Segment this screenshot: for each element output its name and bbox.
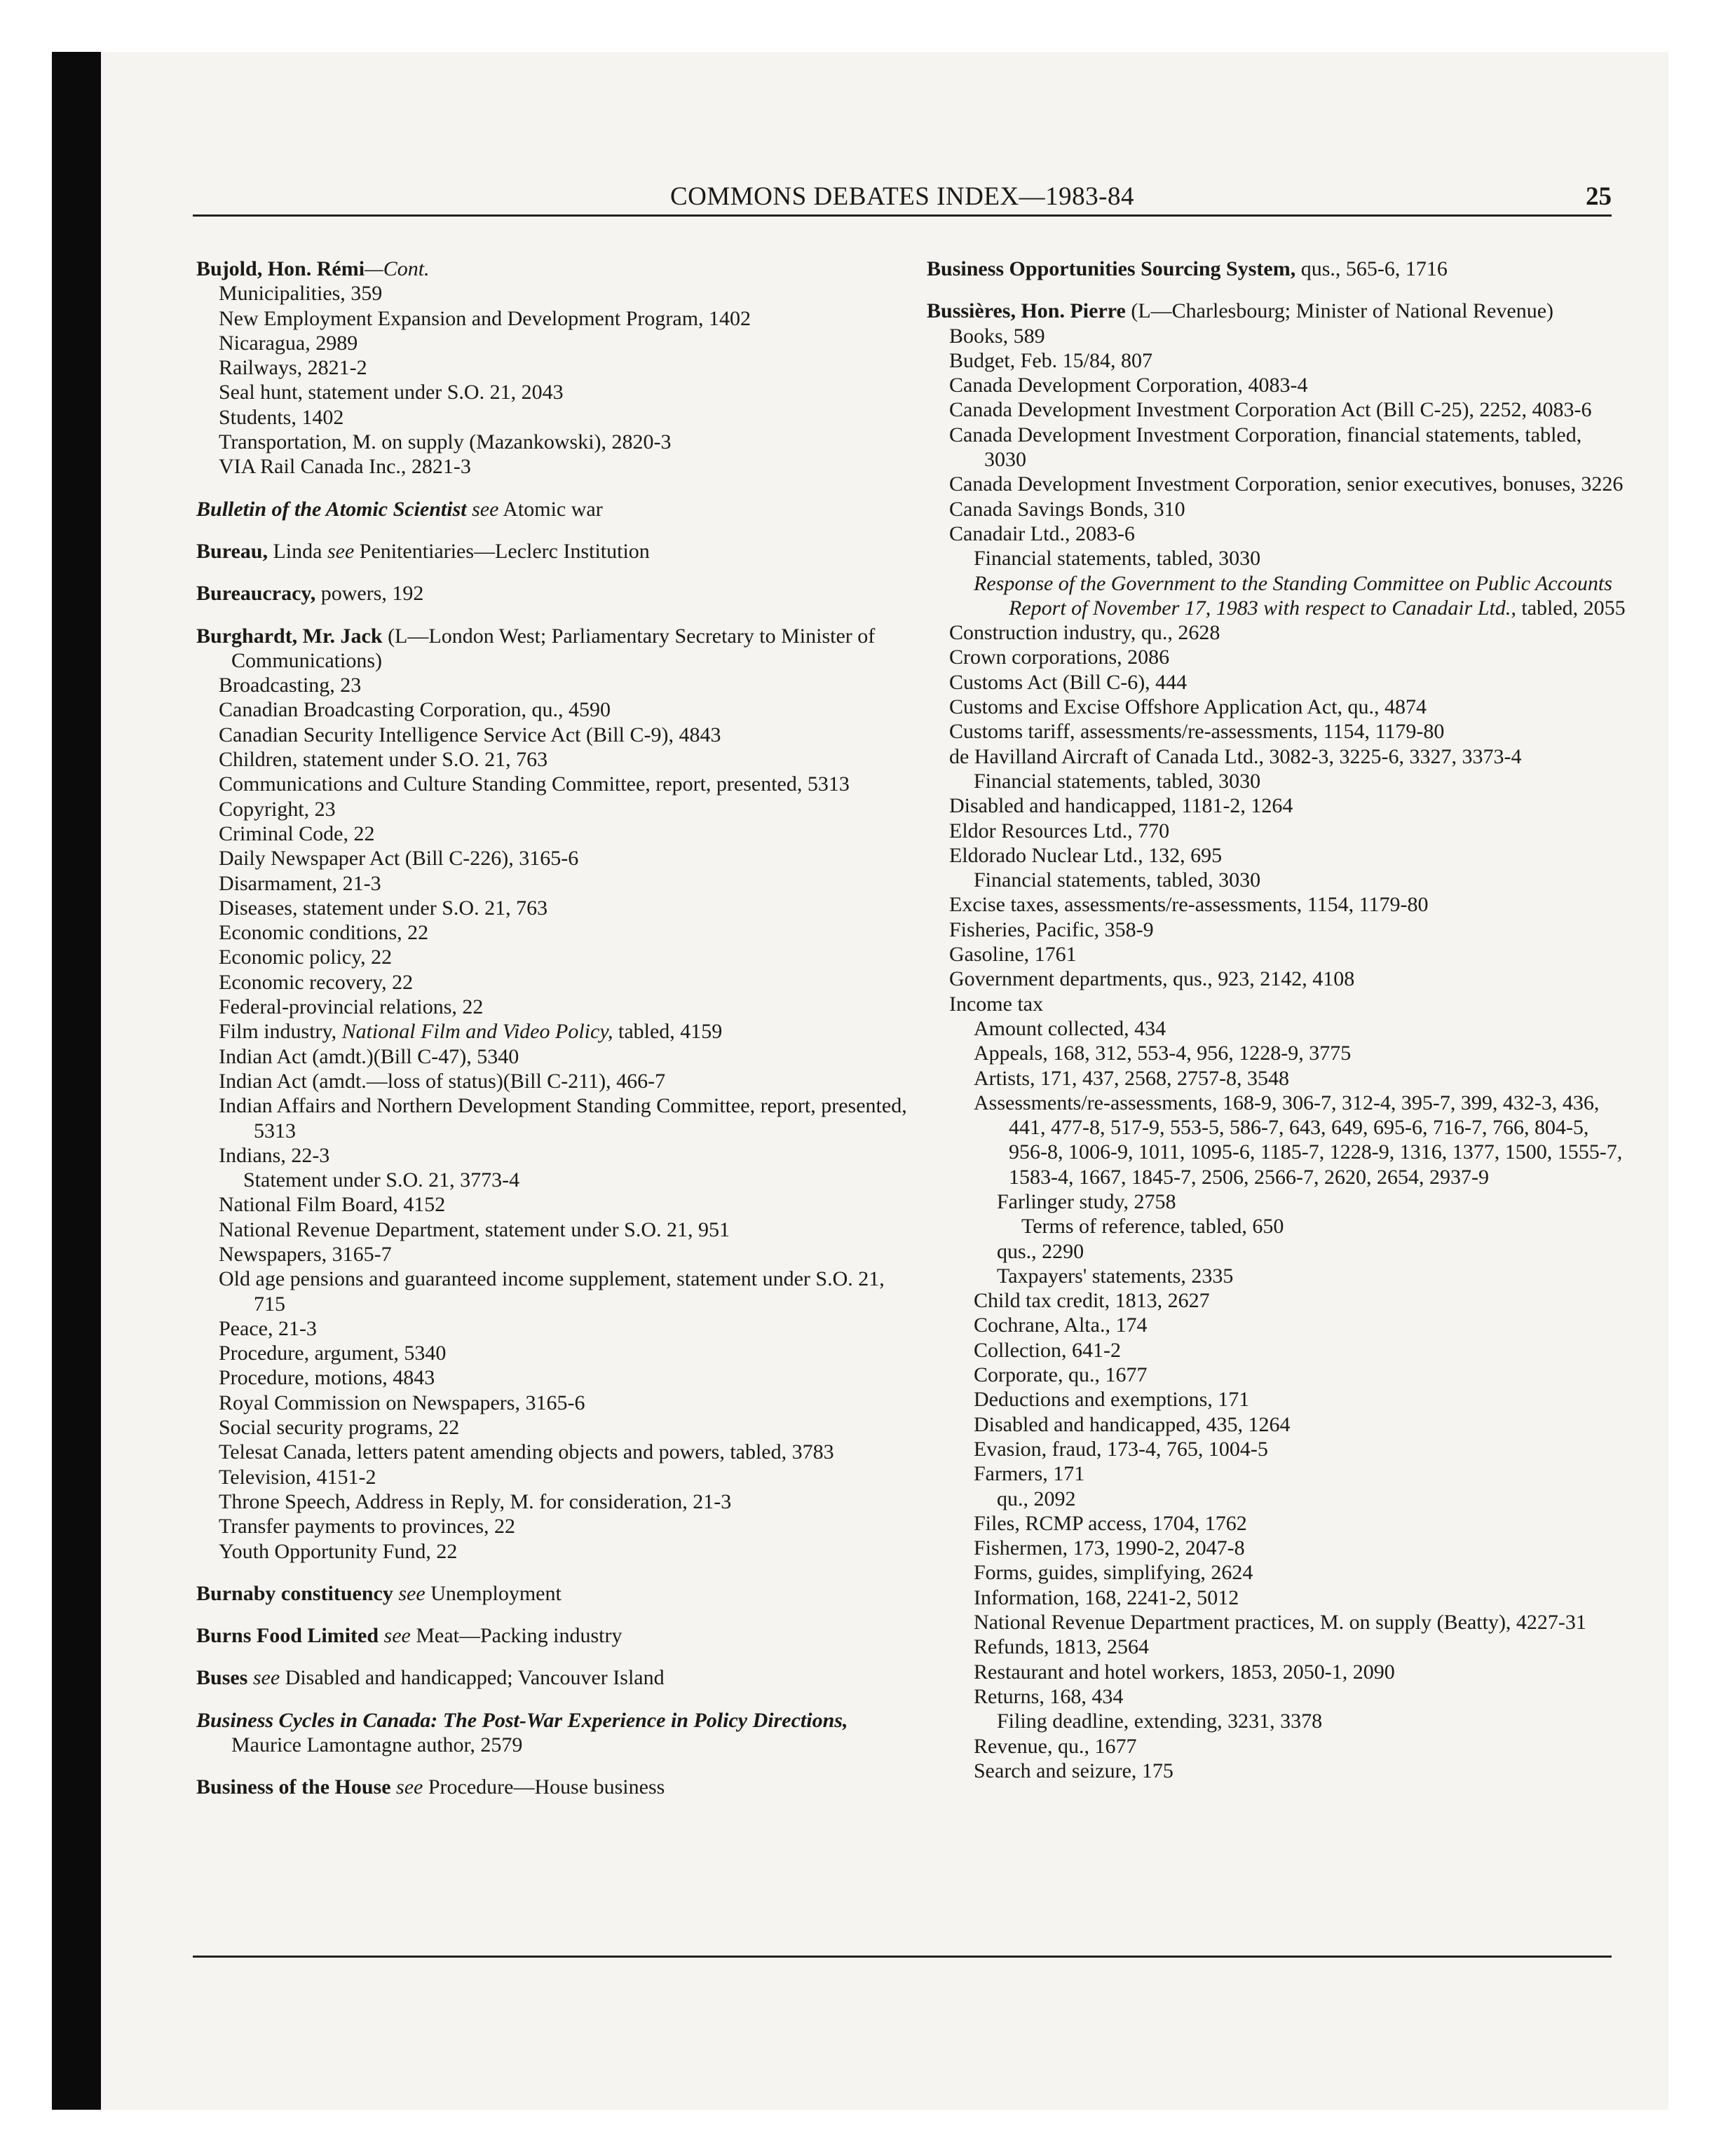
sub-item: Canada Development Investment Corporation, financial statements, tabled, 3030	[949, 423, 1582, 472]
entry-bureaucracy	[196, 581, 911, 606]
entry-burnaby	[196, 1581, 911, 1606]
sub-item: Municipalities, 359	[219, 282, 383, 306]
sub-list	[927, 1016, 1628, 1189]
sub-item: Canada Development Investment Corporation Act (Bill C-25), 2252, 4083-6	[949, 398, 1592, 422]
sub-item: Fishermen, 173, 1990-2, 2047-8	[974, 1536, 1245, 1560]
sub-list	[927, 620, 1628, 769]
sub-item: Disabled and handicapped, 435, 1264	[974, 1412, 1291, 1436]
entry-rest: powers, 192	[320, 582, 424, 606]
right-column	[927, 257, 1628, 1801]
sub-item: Social security programs, 22	[219, 1416, 460, 1440]
sub-sub-item: Financial statements, tabled, 3030	[974, 769, 1261, 793]
sub-item: Returns, 168, 434	[974, 1684, 1124, 1708]
sub-list	[927, 324, 1628, 547]
sub-item: Canada Savings Bonds, 310	[949, 497, 1185, 521]
sub-item: Telesat Canada, letters patent amending objects and powers, tabled, 3783	[219, 1440, 834, 1464]
sub-item: New Employment Expansion and Development Program, 1402	[219, 306, 751, 330]
sub-item: Files, RCMP access, 1704, 1762	[974, 1511, 1247, 1535]
sub-item: Criminal Code, 22	[219, 821, 375, 845]
entry-bujold	[196, 257, 911, 479]
see-ref: Procedure—House business	[428, 1775, 665, 1799]
entry-burns	[196, 1623, 911, 1648]
see-ref: Penitentiaries—Leclerc Institution	[359, 539, 650, 563]
sub-item: Canadair Ltd., 2083-6	[949, 521, 1135, 545]
sub-sub-item: Filing deadline, extending, 3231, 3378	[997, 1710, 1323, 1733]
entry-rest: Linda	[273, 539, 322, 563]
sub-item: VIA Rail Canada Inc., 2821-3	[219, 455, 471, 479]
see-ref: Disabled and handicapped; Vancouver Island	[285, 1666, 665, 1690]
sub-item: Deductions and exemptions, 171	[974, 1388, 1250, 1412]
sub-item: Information, 168, 2241-2, 5012	[974, 1585, 1239, 1609]
sub-item: Fisheries, Pacific, 358-9	[949, 917, 1154, 941]
sub-item: Railways, 2821-2	[219, 356, 367, 380]
sub-item: Throne Speech, Address in Reply, M. for consideration, 21-3	[219, 1489, 732, 1513]
sub-sub-item: Terms of reference, tabled, 650	[1021, 1215, 1284, 1239]
sub-item: Crown corporations, 2086	[949, 646, 1170, 669]
sub-item: Revenue, qu., 1677	[974, 1734, 1137, 1758]
sub-list	[196, 281, 911, 479]
sub-item: Appeals, 168, 312, 553-4, 956, 1228-9, 3775	[974, 1042, 1352, 1065]
see-word: see	[383, 1624, 411, 1648]
sub-item: Artists, 171, 437, 2568, 2757-8, 3548	[974, 1066, 1289, 1090]
header-rule	[193, 214, 1612, 217]
sub-item: Indian Act (amdt.—loss of status)(Bill C-211), 466-7	[219, 1069, 666, 1093]
sub-list	[196, 673, 911, 1019]
entry-name: Burns Food Limited	[196, 1624, 379, 1648]
entry-bussieres	[927, 299, 1628, 1783]
sub-list	[927, 1288, 1628, 1486]
sub-list	[927, 1734, 1628, 1784]
sub-item: Procedure, argument, 5340	[219, 1342, 447, 1365]
entry-rest: Maurice Lamontagne author, 2579	[231, 1733, 523, 1757]
sub-sub-item: Farlinger study, 2758	[997, 1189, 1176, 1213]
sub-item: Newspapers, 3165-7	[219, 1242, 392, 1266]
sub-item: Diseases, statement under S.O. 21, 763	[219, 896, 548, 920]
sub-sub-item: Financial statements, tabled, 3030	[974, 547, 1261, 571]
sub-item: Copyright, 23	[219, 797, 336, 821]
sub-item: Federal-provincial relations, 22	[219, 995, 484, 1019]
entry-name: Bureau,	[196, 539, 268, 563]
sub-item: Canadian Broadcasting Corporation, qu., 4590	[219, 698, 611, 722]
entry-title: Business Cycles in Canada: The Post-War Experience in Policy Directions,	[196, 1708, 848, 1732]
entry-bureau	[196, 539, 911, 564]
sub-item: Restaurant and hotel workers, 1853, 2050-1, 2090	[974, 1660, 1395, 1684]
sub-list	[196, 1192, 911, 1563]
entry-desc: (L—Charlesbourg; Minister of National Revenue)	[1131, 299, 1553, 323]
sub-item: Collection, 641-2	[974, 1338, 1121, 1362]
see-word: see	[398, 1581, 426, 1605]
sub-list	[927, 892, 1628, 1016]
sub-item: Peace, 21-3	[219, 1316, 317, 1340]
sub-item: Eldorado Nuclear Ltd., 132, 695	[949, 843, 1223, 867]
entry-name: Business Opportunities Sourcing System,	[927, 257, 1296, 280]
sub-item: Amount collected, 434	[974, 1016, 1166, 1040]
sub-item: Construction industry, qu., 2628	[949, 621, 1220, 645]
sub-sub-item: Financial statements, tabled, 3030	[974, 868, 1261, 892]
entry-name: Bureaucracy,	[196, 582, 316, 606]
page-number: 25	[1586, 182, 1612, 211]
sub-item: Eldor Resources Ltd., 770	[949, 819, 1170, 842]
sub-item: Disabled and handicapped, 1181-2, 1264	[949, 794, 1293, 818]
page-header	[193, 179, 1612, 214]
sub-item: Gasoline, 1761	[949, 943, 1077, 967]
sub-item: Customs and Excise Offshore Application Act, qu., 4874	[949, 695, 1427, 719]
sub-item: Economic conditions, 22	[219, 921, 429, 945]
sub-sub-item: Taxpayers' statements, 2335	[997, 1264, 1234, 1288]
see-word: see	[396, 1775, 423, 1799]
sub-item: Economic recovery, 22	[219, 970, 414, 994]
entry-bulletin	[196, 497, 911, 521]
sub-item: Students, 1402	[219, 405, 344, 429]
sub-item: Transfer payments to provinces, 22	[219, 1515, 515, 1538]
sub-item: Procedure, motions, 4843	[219, 1366, 435, 1390]
sub-item: National Film Board, 4152	[219, 1193, 446, 1217]
cont-marker: —Cont.	[365, 257, 430, 280]
sub-sub-item: qu., 2092	[997, 1487, 1076, 1510]
sub-item: Nicaragua, 2989	[219, 331, 358, 355]
sub-item: Children, statement under S.O. 21, 763	[219, 748, 548, 772]
sub-item: de Havilland Aircraft of Canada Ltd., 3082-3, 3225-6, 3327, 3373-4	[949, 744, 1522, 768]
sub-item: Canada Development Investment Corporation, senior executives, bonuses, 3226	[949, 472, 1624, 496]
entry-name: Bujold, Hon. Rémi	[196, 257, 365, 280]
sub-item: Royal Commission on Newspapers, 3165-6	[219, 1391, 585, 1414]
entry-business-cycles	[196, 1708, 911, 1758]
entry-title: Bulletin of the Atomic Scientist	[196, 497, 467, 521]
sub-item: Television, 4151-2	[219, 1465, 376, 1489]
sub-list	[927, 1511, 1628, 1709]
left-column	[196, 257, 911, 1817]
sub-item: Canada Development Corporation, 4083-4	[949, 374, 1308, 397]
footer-rule	[193, 1956, 1612, 1958]
sub-item: Customs Act (Bill C-6), 444	[949, 670, 1188, 694]
sub-item: Search and seizure, 175	[974, 1759, 1173, 1782]
see-word: see	[252, 1666, 280, 1690]
sub-list	[196, 1044, 911, 1168]
entry-rest: qus., 565-6, 1716	[1300, 257, 1448, 280]
sub-item: Disarmament, 21-3	[219, 871, 381, 895]
sub-item: Cochrane, Alta., 174	[974, 1314, 1148, 1337]
sub-item: Indian Act (amdt.)(Bill C-47), 5340	[219, 1044, 519, 1068]
see-word: see	[472, 497, 499, 521]
sub-item: Youth Opportunity Fund, 22	[219, 1539, 458, 1563]
sub-item: Income tax	[949, 992, 1044, 1016]
see-ref: Unemployment	[430, 1581, 562, 1605]
sub-item: Farmers, 171	[974, 1462, 1085, 1486]
sub-item: Customs tariff, assessments/re-assessments, 1154, 1179-80	[949, 720, 1445, 744]
sub-item: Books, 589	[949, 324, 1045, 348]
entry-name: Bussières, Hon. Pierre	[927, 299, 1126, 323]
see-word: see	[327, 539, 355, 563]
sub-item: Child tax credit, 1813, 2627	[974, 1289, 1210, 1313]
sub-sub-item: qus., 2290	[997, 1239, 1084, 1263]
sub-item: Seal hunt, statement under S.O. 21, 2043	[219, 381, 564, 404]
sub-item: Economic policy, 22	[219, 946, 393, 969]
sub-item: Excise taxes, assessments/re-assessments, 1154, 1179-80	[949, 893, 1429, 917]
sub-item: Government departments, qus., 923, 2142, 4108	[949, 967, 1355, 991]
sub-item: Evasion, fraud, 173-4, 765, 1004-5	[974, 1437, 1268, 1461]
sub-item: National Revenue Department practices, M. on supply (Beatty), 4227-31	[974, 1611, 1586, 1635]
sub-item: Old age pensions and guaranteed income supplement, statement under S.O. 21, 715	[219, 1267, 885, 1316]
sub-item: Indians, 22-3	[219, 1143, 330, 1167]
sub-list	[927, 793, 1628, 868]
sub-sub-item: Statement under S.O. 21, 3773-4	[243, 1168, 520, 1192]
entry-bossys	[927, 257, 1628, 281]
see-ref: Meat—Packing industry	[416, 1624, 622, 1648]
entry-buses	[196, 1665, 911, 1690]
entry-business-house	[196, 1775, 911, 1799]
scan-edge-shadow	[52, 52, 101, 2110]
sub-item: Film industry, National Film and Video Policy, tabled, 4159	[219, 1020, 723, 1044]
sub-item: National Revenue Department, statement under S.O. 21, 951	[219, 1217, 730, 1241]
sub-item: Indian Affairs and Northern Development Standing Committee, report, presented, 5313	[219, 1094, 907, 1142]
sub-item: Transportation, M. on supply (Mazankowski), 2820-3	[219, 430, 672, 454]
entry-burghardt	[196, 624, 911, 1564]
entry-desc: (L—London West; Parliamentary Secretary to Minister of Communications)	[231, 624, 876, 672]
entry-name: Business of the House	[196, 1775, 391, 1799]
sub-item: Assessments/re-assessments, 168-9, 306-7, 312-4, 395-7, 399, 432-3, 436, 441, 477-8, 517-9, 553-5, 586-7, 643, 649, 695-6, 716-7, 766, 804-5, 956-8, 1006-9, 1011, 1095-6, 1185-7, 1228-9, 1316, 1377, 1500, 1555-7, 1583-4, 1667, 1845-7, 2506, 2566-7, 2620, 2654, 2937-9	[974, 1091, 1623, 1189]
sub-item: Daily Newspaper Act (Bill C-226), 3165-6	[219, 847, 579, 871]
sub-item: Broadcasting, 23	[219, 674, 362, 697]
entry-name: Buses	[196, 1666, 248, 1690]
entry-name: Burghardt, Mr. Jack	[196, 624, 383, 648]
sub-item: Canadian Security Intelligence Service Act (Bill C-9), 4843	[219, 723, 721, 746]
see-ref: Atomic war	[503, 497, 603, 521]
sub-item: Communications and Culture Standing Committee, report, presented, 5313	[219, 772, 850, 796]
sub-item: Forms, guides, simplifying, 2624	[974, 1561, 1253, 1585]
entry-name: Burnaby constituency	[196, 1581, 393, 1605]
sub-item: Refunds, 1813, 2564	[974, 1635, 1149, 1659]
sub-item: Budget, Feb. 15/84, 807	[949, 348, 1152, 372]
sub-sub-item: Response of the Government to the Standing Committee on Public Accounts Report of November 17, 1983 with respect to Canadair Ltd., tabled, 2055	[974, 571, 1626, 620]
sub-item: Corporate, qu., 1677	[974, 1363, 1148, 1387]
header-title: COMMONS DEBATES INDEX—1983-84	[669, 182, 1135, 211]
